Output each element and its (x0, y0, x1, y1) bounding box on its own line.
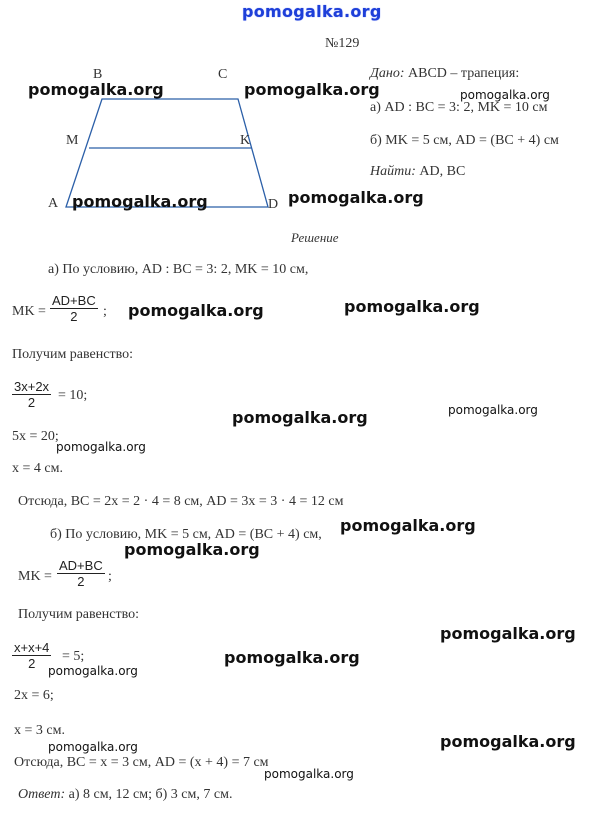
part-a-eq-fraction (12, 379, 51, 410)
part-a-eq-tail: = 10; (58, 388, 88, 403)
part-b-mk-tail: ; (108, 569, 112, 584)
part-a-step1: 5x = 20; (12, 429, 59, 444)
watermark: pomogalka.org (124, 540, 260, 559)
part-a-result: Отсюда, BC = 2x = 2 · 4 = 8 см, AD = 3x = 3 · 4 = 12 см (18, 494, 344, 509)
find-label: Найти: (370, 164, 416, 179)
point-label-k: K (240, 133, 251, 148)
watermark: pomogalka.org (244, 80, 380, 99)
point-label-m: M (66, 133, 79, 148)
part-b-eq-fraction (12, 640, 51, 671)
solution-title: Решение (291, 230, 339, 245)
watermark: pomogalka.org (344, 297, 480, 316)
part-a-step2: x = 4 см. (12, 461, 63, 476)
vertex-label-a: A (48, 196, 59, 211)
part-b-equality: Получим равенство: (18, 607, 139, 622)
watermark: pomogalka.org (340, 516, 476, 535)
watermark-small: pomogalka.org (48, 740, 138, 754)
part-b-mk-denominator: 2 (77, 574, 85, 589)
part-b-mk-lhs: MK = (18, 569, 52, 584)
part-b-mk-numerator: AD+BC (59, 558, 103, 573)
watermark-small: pomogalka.org (264, 767, 354, 781)
answer-line (18, 787, 232, 803)
watermark: pomogalka.org (128, 301, 264, 320)
vertex-label-d: D (268, 197, 279, 212)
part-b-step2: x = 3 см. (14, 723, 65, 738)
answer-text: а) 8 см, 12 см; б) 3 см, 7 см. (65, 787, 233, 802)
watermark-small: pomogalka.org (56, 440, 146, 454)
trapezoid-shape (66, 99, 268, 207)
watermark-small: pomogalka.org (460, 88, 550, 102)
part-b-eq-denominator: 2 (28, 656, 36, 671)
given-a: а) AD : BC = 3: 2, MK = 10 см (370, 100, 548, 115)
vertex-label-c: C (218, 67, 228, 82)
part-a-equality: Получим равенство: (12, 347, 133, 362)
part-a-mk-denominator: 2 (70, 309, 78, 324)
part-a-mk-fraction (50, 293, 98, 324)
watermark: pomogalka.org (28, 80, 164, 99)
part-b-eq-tail: = 5; (62, 649, 85, 664)
given-label: Дано: (370, 66, 405, 81)
part-a-mk-numerator: AD+BC (52, 293, 96, 308)
part-a-eq-denominator: 2 (27, 395, 36, 410)
part-a-condition: а) По условию, AD : BC = 3: 2, MK = 10 см, (48, 262, 309, 277)
part-b-eq-numerator: x+x+4 (14, 640, 50, 655)
vertex-label-b: B (93, 67, 103, 82)
part-b-condition: б) По условию, MK = 5 см, AD = (BC + 4) см, (50, 527, 322, 542)
watermark: pomogalka.org (440, 732, 576, 751)
part-a-mk-tail: ; (103, 304, 107, 319)
part-a-mk-lhs: MK = (12, 304, 46, 319)
task-number: №129 (325, 36, 360, 51)
watermark-small: pomogalka.org (48, 664, 138, 678)
find-line (370, 164, 465, 180)
part-a-eq-numerator: 3x+2x (14, 379, 50, 394)
given-b: б) MK = 5 см, AD = (BC + 4) см (370, 133, 559, 148)
watermark: pomogalka.org (440, 624, 576, 643)
watermark: pomogalka.org (288, 188, 424, 207)
watermark: pomogalka.org (72, 192, 208, 211)
watermark-top: pomogalka.org (242, 2, 382, 21)
answer-label: Ответ: (18, 787, 66, 802)
part-b-step1: 2x = 6; (14, 688, 54, 703)
watermark: pomogalka.org (224, 648, 360, 667)
watermark: pomogalka.org (232, 408, 368, 427)
given-text: ABCD – трапеция: (404, 66, 520, 81)
find-text: AD, BC (415, 164, 466, 179)
part-b-result: Отсюда, BC = x = 3 см, AD = (x + 4) = 7 см (14, 755, 269, 770)
watermark-small: pomogalka.org (448, 403, 538, 417)
given-heading (370, 66, 519, 82)
part-b-mk-fraction (57, 558, 105, 589)
